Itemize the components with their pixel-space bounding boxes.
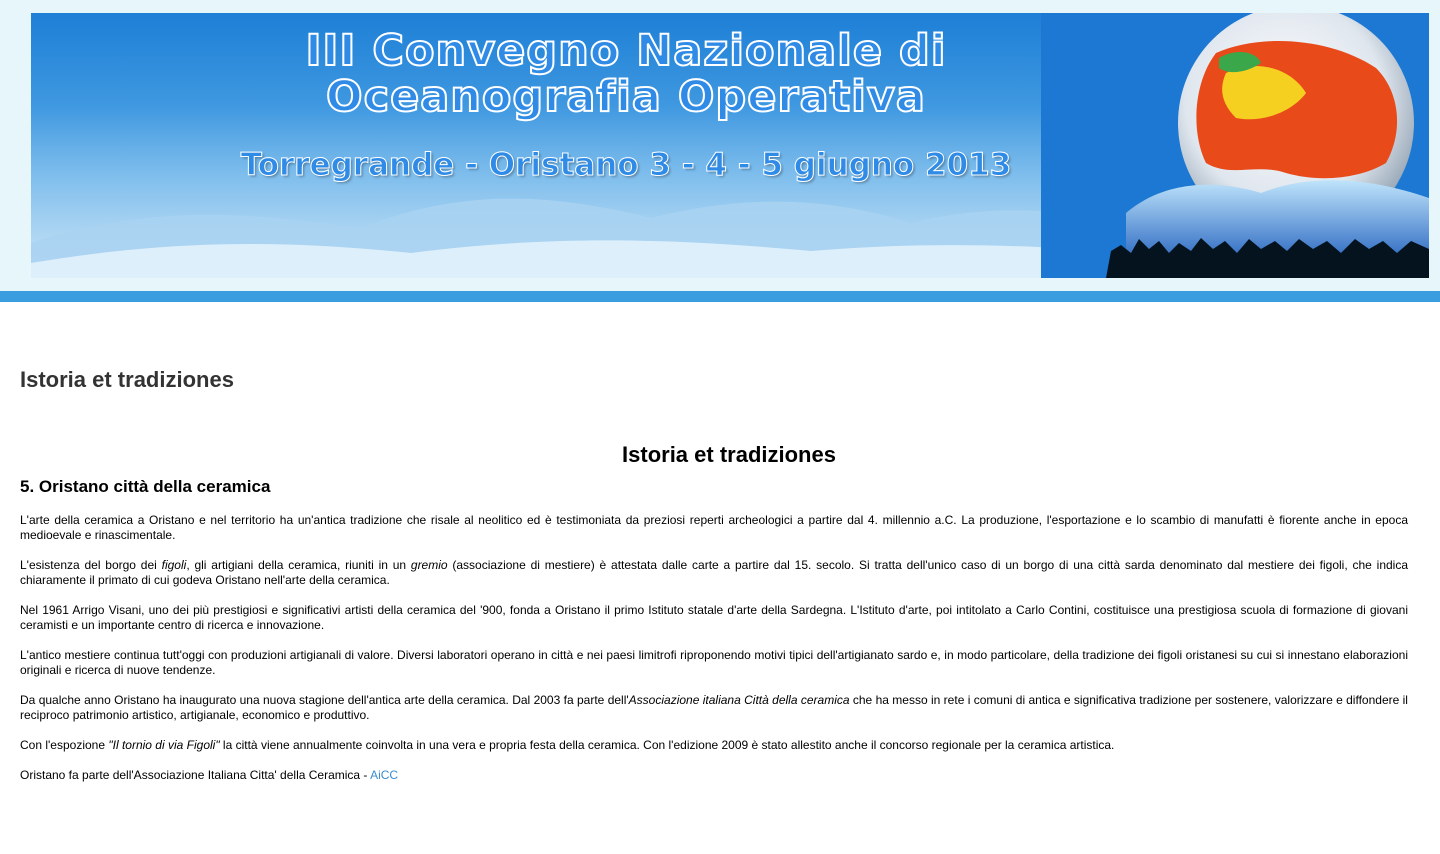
paragraph-3: Nel 1961 Arrigo Visani, uno dei più prestigiosi e significativi artisti della ceramica del '900, fonda a Oristano il primo Istituto statale d'arte della Sardegna. L'Istituto d'arte, poi intitolato a Carlo Contini, costituisce una prestigiosa scuola di formazione di giovani ceramisti e un importante centro di ricerca e innovazione. [20,603,1408,632]
article-title: Istoria et tradiziones [622,442,836,467]
paragraph-5-part-b: che ha messo in rete i comuni di antica e significativa tradizione per sostenere, valorizzare e diffondere il reciproco patrimonio artistico, artigianale, economico e produttivo. [20,693,1408,722]
paragraph-7-part-a: Oristano fa parte dell'Associazione Italiana Citta' della Ceramica - [20,768,371,782]
paragraph-2 [20,558,1408,588]
paragraph-6 [20,738,1408,753]
banner-title-line-1: III Convegno Nazionale di [305,26,947,76]
mountain-front [31,240,1131,278]
conference-banner [31,13,1429,278]
banner-title-line-2: Oceanografia Operativa [326,72,926,122]
banner-title [31,28,1221,120]
page-heading: Istoria et tradiziones [20,367,234,392]
exhibition-name: "Il tornio di via Figoli" [108,738,220,752]
paragraph-6-part-b: la città viene annualmente coinvolta in una vera e propria festa della ceramica. Con l'edizione 2009 è stato allestito anche il concorso regionale per la ceramica artistica. [219,738,1115,752]
banner-subtitle: Torregrande - Oristano 3 - 4 - 5 giugno 2013 [240,147,1012,183]
section-title: 5. Oristano città della ceramica [20,477,271,496]
paragraph-6-part-a: Con l'espozione [20,738,109,752]
paragraph-7 [20,768,1408,783]
paragraph-2-part-c: (associazione di mestiere) è attestata dalle carte a partire dal 15. secolo. Si tratta dell'unico caso di un borgo di una città sarda denominato dal mestiere dei figoli, che indica chiaramente il primato di cui godeva Oristano nell'arte della ceramica. [20,558,1409,587]
paragraph-1: L'arte della ceramica a Oristano e nel territorio ha un'antica tradizione che risale al neolitico ed è testimoniata da preziosi reperti archeologici a partire dal 4. millennio a.C. La produzione, l'esportazione e lo scambio di manufatti è fiorente anche in epoca medioevale e rinascimentale. [20,513,1408,542]
paragraph-2-part-a: L'esistenza del borgo dei [20,558,162,572]
paragraph-5 [20,693,1408,723]
paragraph-2-part-b: , gli artigiani della ceramica, riuniti in un [186,558,411,572]
aicc-link[interactable]: AiCC [370,768,399,782]
accent-divider-bar [0,291,1440,302]
term-gremio: gremio [410,558,448,572]
article-body [20,513,1408,798]
paragraph-4: L'antico mestiere continua tutt'oggi con produzioni artigianali di valore. Diversi laboratori operano in città e nei paesi limitrofi riproponendo motivi tipici dell'artigianato sardo e, in modo particolare, della tradizione dei figoli oristanesi su cui si innestano elaborazioni originali e ricerca di nuove tendenze. [20,648,1408,677]
paragraph-5-part-a: Da qualche anno Oristano ha inaugurato una nuova stagione dell'antica arte della ceramica. Dal 2003 fa parte dell' [20,693,629,707]
association-name: Associazione italiana Città della ceramica [628,693,850,707]
term-figoli: figoli [161,558,187,572]
header-banner-area [0,0,1440,291]
